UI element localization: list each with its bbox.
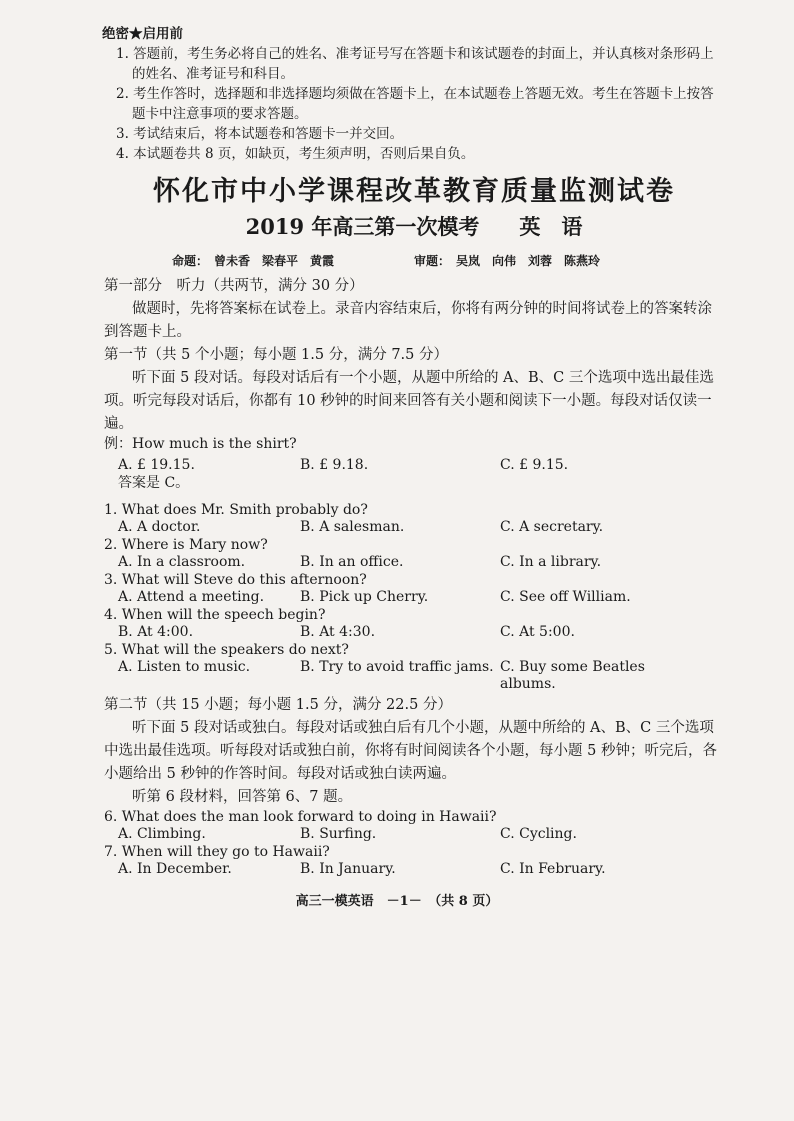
option-b: B. £ 9.18. (300, 457, 369, 473)
option-a: A. A doctor. (118, 519, 201, 535)
credits (104, 252, 724, 269)
question-options (104, 589, 724, 606)
question-stem: 7. When will they go to Hawaii? (104, 844, 330, 860)
option-b: B. In January. (300, 861, 396, 877)
credits-authors: 命题： 曾未香 梁春平 黄霞 (172, 254, 335, 268)
example-answer: 答案是 C。 (118, 475, 190, 491)
example-options (104, 457, 724, 474)
page-footer: 高三一模英语 －1－ （共 8 页） (295, 894, 499, 909)
option-c: C. See off William. (500, 589, 631, 605)
option-a: A. Attend a meeting. (118, 589, 265, 605)
option-b: B. Try to avoid traffic jams. (300, 659, 494, 675)
exam-notes (104, 44, 724, 164)
question-stem: 1. What does Mr. Smith probably do? (104, 502, 368, 518)
question-stem: 2. Where is Mary now? (104, 537, 268, 553)
exam-subject: 英 语 (519, 214, 583, 239)
section2-instruction: 听下面 5 段对话或独白。每段对话或独白后有几个小题，从题中所给的 A、B、C 三个选项中选出最佳选项。听每段对话或独白前，你将有时间阅读各个小题，每小题 5 秒钟；听完后，各小题给出 5 秒钟的作答时间。每段对话或独白读两遍。 (104, 720, 717, 782)
note-item: 4. 本试题卷共 8 页，如缺页，考生须声明，否则后果自负。 (116, 146, 475, 162)
option-b: B. Pick up Cherry. (300, 589, 429, 605)
option-a: A. Climbing. (118, 826, 206, 842)
option-a: B. At 4:00. (118, 624, 194, 640)
credits-reviewers: 审题： 吴岚 向伟 刘蓉 陈燕玲 (414, 254, 601, 268)
question-7 (104, 844, 724, 878)
exam-subtitle-grade: 2019 年高三第一次模考 (245, 214, 480, 239)
option-a: A. In December. (118, 861, 232, 877)
question-stem: 5. What will the speakers do next? (104, 642, 349, 658)
question-options (104, 659, 724, 693)
section2-heading: 第二节（共 15 小题；每小题 1.5 分，满分 22.5 分） (104, 697, 452, 713)
option-c: C. In February. (500, 861, 606, 877)
question-2 (104, 537, 724, 571)
note-item: 1. 答题前，考生务必将自己的姓名、准考证号写在答题卡和该试题卷的封面上，并认真核对条形码上的姓名、准考证号和科目。 (116, 46, 714, 82)
note-item: 3. 考试结束后，将本试题卷和答题卡一并交回。 (116, 126, 404, 142)
question-options (104, 624, 724, 641)
option-b: B. At 4:30. (300, 624, 376, 640)
note-item: 2. 考生作答时，选择题和非选择题均须做在答题卡上，在本试题卷上答题无效。考生在答题卡上按答题卡中注意事项的要求答题。 (116, 86, 714, 122)
option-b: B. In an office. (300, 554, 404, 570)
question-1 (104, 502, 724, 536)
option-c: C. Buy some Beatles albums. (500, 659, 645, 692)
example-question (104, 436, 724, 492)
option-c: C. £ 9.15. (500, 457, 569, 473)
section1-heading: 第一节（共 5 个小题；每小题 1.5 分，满分 7.5 分） (104, 347, 448, 363)
question-4 (104, 607, 724, 641)
question-6 (104, 809, 724, 843)
option-b: B. Surfing. (300, 826, 377, 842)
part1-instruction: 做题时，先将答案标在试卷上。录音内容结束后，你将有两分钟的时间将试卷上的答案转涂到答题卡上。 (104, 301, 712, 340)
option-a: A. Listen to music. (118, 659, 251, 675)
question-3 (104, 572, 724, 606)
question-5 (104, 642, 724, 693)
question-options (104, 554, 724, 571)
question-stem: 4. When will the speech begin? (104, 607, 326, 623)
section2-material: 听第 6 段材料，回答第 6、7 题。 (132, 789, 353, 805)
question-stem: 6. What does the man look forward to doing in Hawaii? (104, 809, 497, 825)
section1-instruction: 听下面 5 段对话。每段对话后有一个小题，从题中所给的 A、B、C 三个选项中选出最佳选项。听完每段对话后，你都有 10 秒钟的时间来回答有关小题和阅读下一小题。每段对话仅读一遍。 (104, 370, 714, 432)
option-c: C. In a library. (500, 554, 602, 570)
option-a: A. In a classroom. (118, 554, 246, 570)
exam-subtitle (104, 212, 724, 242)
question-stem: 3. What will Steve do this afternoon? (104, 572, 367, 588)
part1-heading: 第一部分 听力（共两节，满分 30 分） (104, 278, 364, 294)
option-c: C. A secretary. (500, 519, 604, 535)
option-c: C. At 5:00. (500, 624, 575, 640)
option-c: C. Cycling. (500, 826, 577, 842)
question-options (104, 861, 724, 878)
secret-mark: 绝密★启用前 (102, 26, 183, 42)
question-options (104, 826, 724, 843)
example-stem: 例：How much is the shirt? (104, 436, 297, 452)
option-a: A. £ 19.15. (118, 457, 195, 473)
question-options (104, 519, 724, 536)
exam-title: 怀化市中小学课程改革教育质量监测试卷 (153, 176, 675, 207)
option-b: B. A salesman. (300, 519, 405, 535)
